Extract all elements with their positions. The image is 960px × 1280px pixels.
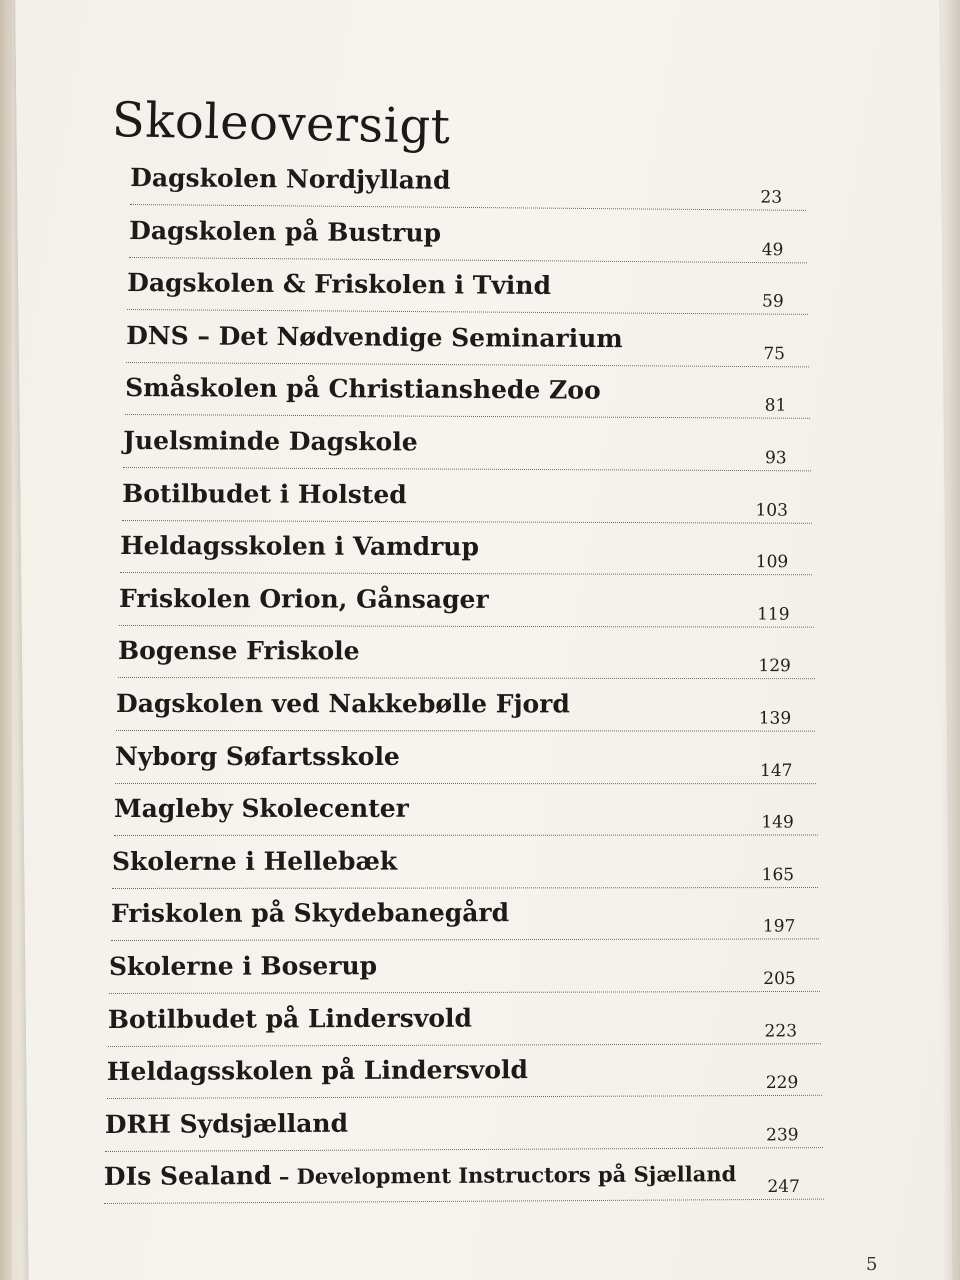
toc-entry-title-text: Småskolen på Christianshede Zoo [124, 373, 601, 406]
toc-entry-title [107, 1055, 528, 1086]
toc-entry-page-number: 119 [757, 604, 790, 625]
toc-entry-title [118, 636, 360, 665]
toc-entry-title-text: Juelsminde Dagskole [123, 426, 418, 457]
toc-entry [112, 843, 818, 889]
toc-entry [107, 1051, 823, 1099]
toc-entry-title [114, 794, 409, 823]
toc-entry-title-text: Friskolen Orion, Gånsager [119, 583, 489, 614]
toc-entry [115, 739, 816, 784]
toc-entry [104, 1155, 824, 1204]
toc-entry [116, 686, 815, 732]
toc-entry-page-number: 149 [760, 812, 794, 833]
toc-entry [129, 213, 808, 263]
toc-entry [108, 999, 821, 1047]
toc-entry-page-number: 239 [766, 1125, 800, 1146]
toc-entry [109, 947, 820, 994]
toc-entry-title [129, 216, 441, 248]
toc-entry-page-number: 223 [764, 1020, 798, 1042]
toc-entry-title-text: DIs Sealand [103, 1161, 272, 1192]
toc-entry-page-number: 81 [764, 395, 786, 417]
toc-entry-page-number: 75 [763, 343, 785, 365]
toc-entry-title-text: DNS – Det Nødvendige Seminarium [125, 320, 623, 354]
toc-entry-page-number: 59 [762, 291, 785, 312]
toc-entry [118, 633, 815, 679]
toc-entry-title-text: Skolerne i Boserup [109, 951, 378, 982]
toc-entry-page-number: 139 [759, 708, 792, 729]
toc-entry-page-number: 93 [765, 448, 787, 469]
toc-entry [123, 423, 811, 471]
toc-entry-title [112, 846, 397, 875]
toc-entry-title [119, 584, 489, 614]
toc-entry-title-text: DRH Sydsjælland [105, 1108, 349, 1139]
toc-entry-title-text: Skolerne i Hellebæk [112, 846, 398, 876]
toc-entry-page-number: 103 [755, 500, 788, 521]
toc-entry-page-number: 197 [762, 916, 796, 937]
toc-entry-title [130, 163, 451, 195]
page-title: Skoleoversigt [111, 92, 452, 156]
toc-entry [125, 370, 810, 419]
toc-entry-title [126, 321, 623, 353]
toc-entry-title-text: Botilbudet på Lindersvold [107, 1003, 473, 1034]
toc-entry-title [109, 951, 377, 981]
toc-entry-title-text: Botilbudet i Holsted [121, 478, 407, 509]
toc-entry-page-number: 147 [759, 760, 793, 781]
toc-entry-title [105, 1108, 348, 1138]
toc-entry-page-number: 109 [756, 552, 789, 573]
toc-entry-title [123, 426, 418, 456]
toc-entry-title-text: Heldagsskolen på Lindersvold [106, 1055, 528, 1087]
toc-entry-title-text: Nyborg Søfartsskole [114, 741, 400, 771]
toc-entry-page-number: 247 [767, 1177, 800, 1198]
toc-entry-title [111, 898, 509, 928]
toc-entry-title [120, 531, 479, 561]
toc-entry-title-text: Friskolen på Skydebanegård [110, 898, 509, 929]
toc-entry-title [127, 268, 551, 300]
toc-entry-title [104, 1159, 737, 1192]
toc-entry [126, 318, 809, 367]
toc-entry-page-number: 49 [761, 239, 784, 260]
page-number: 5 [866, 1254, 878, 1275]
toc-entry-title [122, 479, 407, 509]
toc-entry-title [116, 689, 570, 718]
toc-entry-title-text: Dagskolen på Bustrup [128, 215, 441, 248]
toc-entry-page-number: 129 [758, 656, 791, 677]
toc-entry-title [115, 742, 400, 771]
toc-entry [111, 895, 820, 942]
toc-entry-page-number: 165 [761, 864, 795, 885]
toc-entry-page-number: 205 [763, 968, 797, 990]
toc-entry-title-text: Magleby Skolecenter [113, 793, 409, 824]
toc-entry-title-text: Heldagsskolen i Vamdrup [120, 531, 480, 562]
toc-entry-subtitle: – Development Instructors på Sjælland [271, 1161, 737, 1190]
toc-entry [122, 476, 812, 524]
toc-entry [119, 581, 814, 628]
toc-entry [105, 1103, 823, 1152]
toc-entry-title-text: Dagskolen & Friskolen i Tvind [127, 268, 552, 301]
toc-entry [114, 791, 818, 836]
toc-entry [120, 528, 812, 575]
toc-entry-title-text: Dagskolen ved Nakkebølle Fjord [116, 689, 571, 719]
toc-entry-title-text: Dagskolen Nordjylland [130, 163, 451, 195]
toc-entry-title [108, 1003, 472, 1033]
toc-entry-title-text: Bogense Friskole [117, 636, 360, 666]
toc-entry-page-number: 229 [765, 1073, 799, 1094]
toc-entry-page-number: 23 [760, 187, 783, 208]
toc-entry [130, 160, 806, 211]
toc-entry [127, 265, 808, 315]
toc-entry-title [125, 373, 601, 405]
